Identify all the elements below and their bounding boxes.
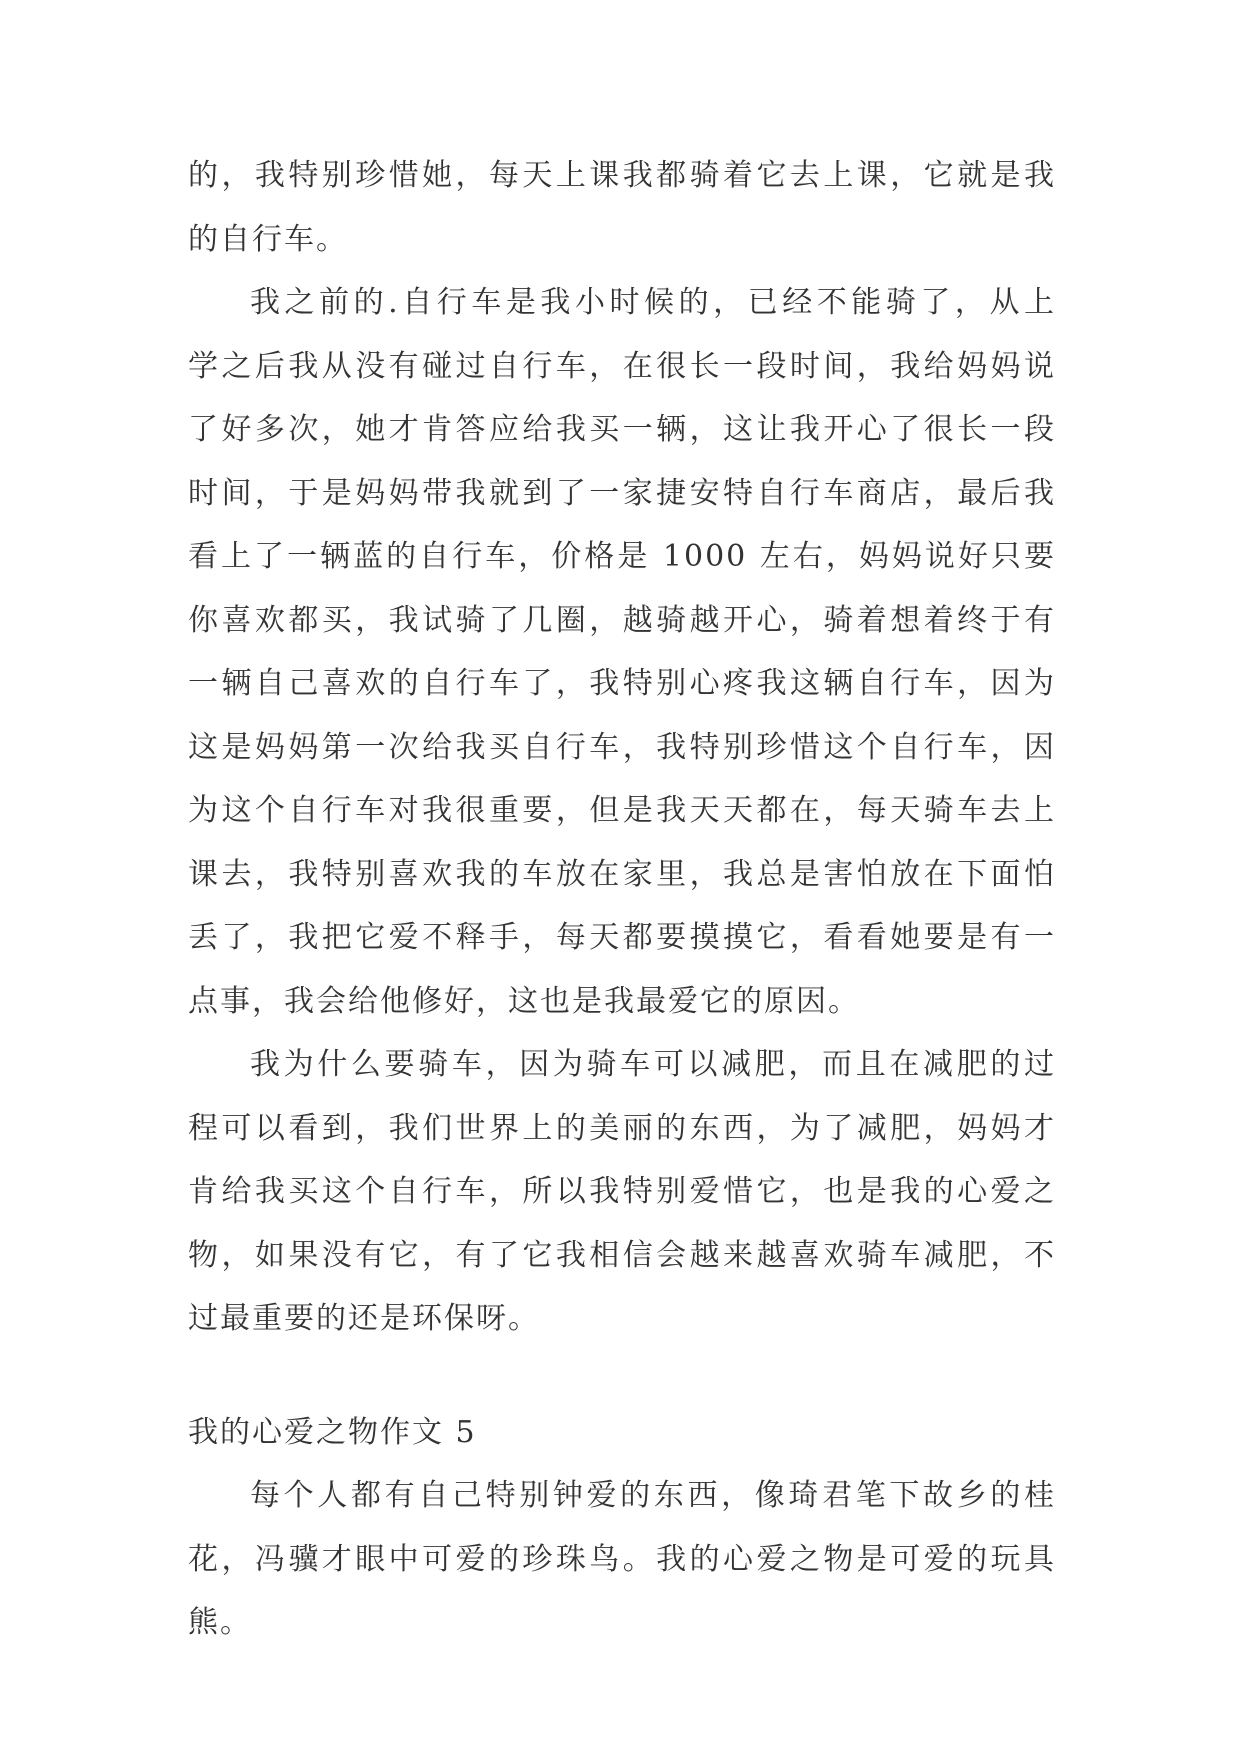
paragraph-2 — [188, 271, 1056, 1033]
document-page — [188, 144, 1056, 1655]
paragraph-3 — [188, 1033, 1056, 1351]
paragraph-4 — [188, 1464, 1056, 1655]
text-line: 你喜欢都买，我试骑了几圈，越骑越开心，骑着想着终于有 — [188, 602, 1056, 638]
text-line: 为这个自行车对我很重要，但是我天天都在，每天骑车去上 — [188, 793, 1056, 828]
text-line: 一辆自己喜欢的自行车了，我特别心疼我这辆自行车，因为 — [188, 666, 1056, 701]
text-line: 丢了，我把它爱不释手，每天都要摸摸它，看看她要是有一 — [188, 920, 1056, 955]
text-line: 花，冯骥才眼中可爱的珍珠鸟。我的心爱之物是可爱的玩具 — [188, 1541, 1056, 1577]
section-heading — [188, 1401, 1056, 1465]
heading-text: 我的心爱之物作文 5 — [188, 1414, 477, 1450]
text-line: 我之前的.自行车是我小时候的，已经不能骑了，从上 — [250, 285, 1056, 320]
paragraph-1 — [188, 144, 1056, 271]
text-line: 每个人都有自己特别钟爱的东西，像琦君笔下故乡的桂 — [250, 1478, 1056, 1513]
text-line: 这是妈妈第一次给我买自行车，我特别珍惜这个自行车，因 — [188, 729, 1056, 765]
text-line: 学之后我从没有碰过自行车，在很长一段时间，我给妈妈说 — [188, 348, 1056, 384]
text-line: 物，如果没有它，有了它我相信会越来越喜欢骑车减肥，不 — [188, 1237, 1056, 1273]
text-line: 的自行车。 — [188, 221, 348, 257]
text-line: 肯给我买这个自行车，所以我特别爱惜它，也是我的心爱之 — [188, 1174, 1056, 1209]
text-line: 了好多次，她才肯答应给我买一辆，这让我开心了很长一段 — [188, 412, 1056, 447]
text-line: 过最重要的还是环保呀。 — [188, 1301, 540, 1336]
text-line: 的，我特别珍惜她，每天上课我都骑着它去上课，它就是我 — [188, 158, 1056, 193]
text-line: 程可以看到，我们世界上的美丽的东西，为了减肥，妈妈才 — [188, 1110, 1056, 1146]
text-line: 课去，我特别喜欢我的车放在家里，我总是害怕放在下面怕 — [188, 856, 1056, 892]
text-line: 熊。 — [188, 1605, 252, 1640]
text-line: 时间，于是妈妈带我就到了一家捷安特自行车商店，最后我 — [188, 475, 1056, 511]
text-line: 看上了一辆蓝的自行车，价格是 1000 左右，妈妈说好只要 — [188, 539, 1056, 574]
text-line: 我为什么要骑车，因为骑车可以减肥，而且在减肥的过 — [250, 1047, 1056, 1082]
text-line: 点事，我会给他修好，这也是我最爱它的原因。 — [188, 983, 860, 1019]
